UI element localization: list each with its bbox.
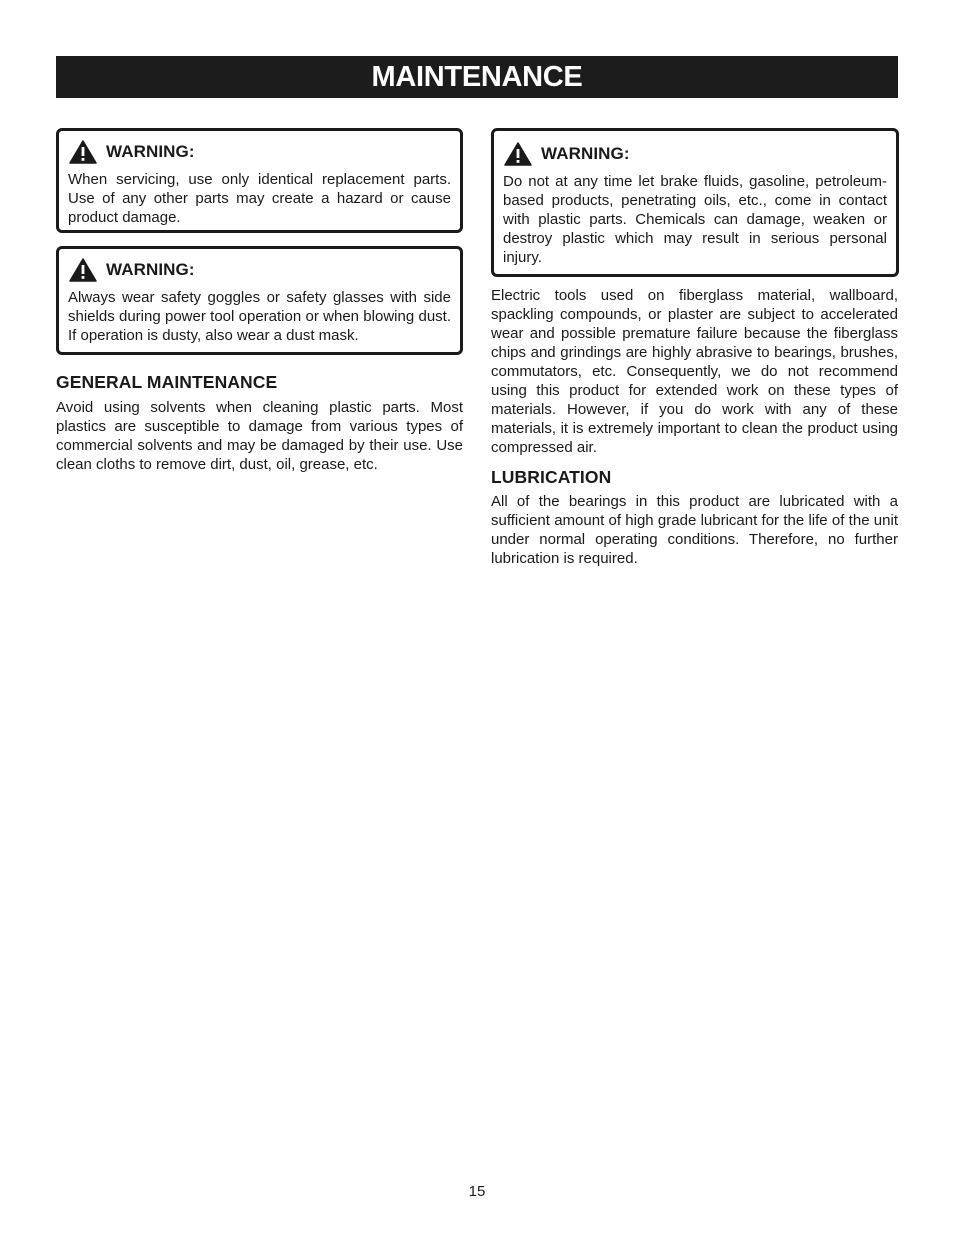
lubrication-text: All of the bearings in this product are lubricated with a sufficient amount of high grade lubricant for the life of the unit under normal operating conditions. Therefore, no further lubrication is required. — [491, 493, 898, 567]
warning-label: WARNING: — [106, 142, 195, 161]
warning-text: Do not at any time let brake fluids, gasoline, petroleum-based products, penetrating oils, etc., come in contact with plastic parts. Chemicals can damage, weaken or destroy plastic which may result in serious personal injury. — [503, 173, 887, 266]
warning-label: WARNING: — [106, 260, 195, 279]
warning-triangle-icon — [69, 258, 97, 282]
warning-header — [68, 257, 451, 283]
general-maintenance-text: Avoid using solvents when cleaning plastic parts. Most plastics are susceptible to damage from various types of commercial solvents and may be damaged by their use. Use clean cloths to remove dirt, dust, oil, grease, etc. — [56, 399, 463, 473]
warning-triangle-icon — [69, 140, 97, 164]
page-number: 15 — [468, 1183, 486, 1200]
warning-label: WARNING: — [541, 144, 630, 163]
lubrication-heading: LUBRICATION — [491, 467, 612, 487]
general-maintenance-heading: GENERAL MAINTENANCE — [56, 372, 278, 392]
warning-triangle-icon — [504, 142, 532, 166]
warning-text: When servicing, use only identical replacement parts. Use of any other parts may create a hazard or cause product damage. — [68, 171, 451, 226]
warning-box-chemicals — [491, 128, 899, 277]
fiberglass-text: Electric tools used on fiberglass material, wallboard, spackling compounds, or plaster are subject to accelerated wear and possible premature failure because the fiberglass chips and grindings are highly abrasive to bearings, brushes, commutators, etc. Consequently, we do not recommend using this product for extended work on these types of materials. However, if you do work with any of these materials, it is extremely important to clean the product using compressed air. — [491, 287, 898, 456]
warning-box-safety-goggles — [56, 246, 463, 355]
warning-text: Always wear safety goggles or safety glasses with side shields during power tool operation or when blowing dust. If operation is dusty, also wear a dust mask. — [68, 289, 451, 344]
warning-box-replacement-parts — [56, 128, 463, 233]
warning-header — [68, 139, 451, 165]
warning-header — [503, 141, 887, 167]
page-title: MAINTENANCE — [56, 56, 898, 98]
